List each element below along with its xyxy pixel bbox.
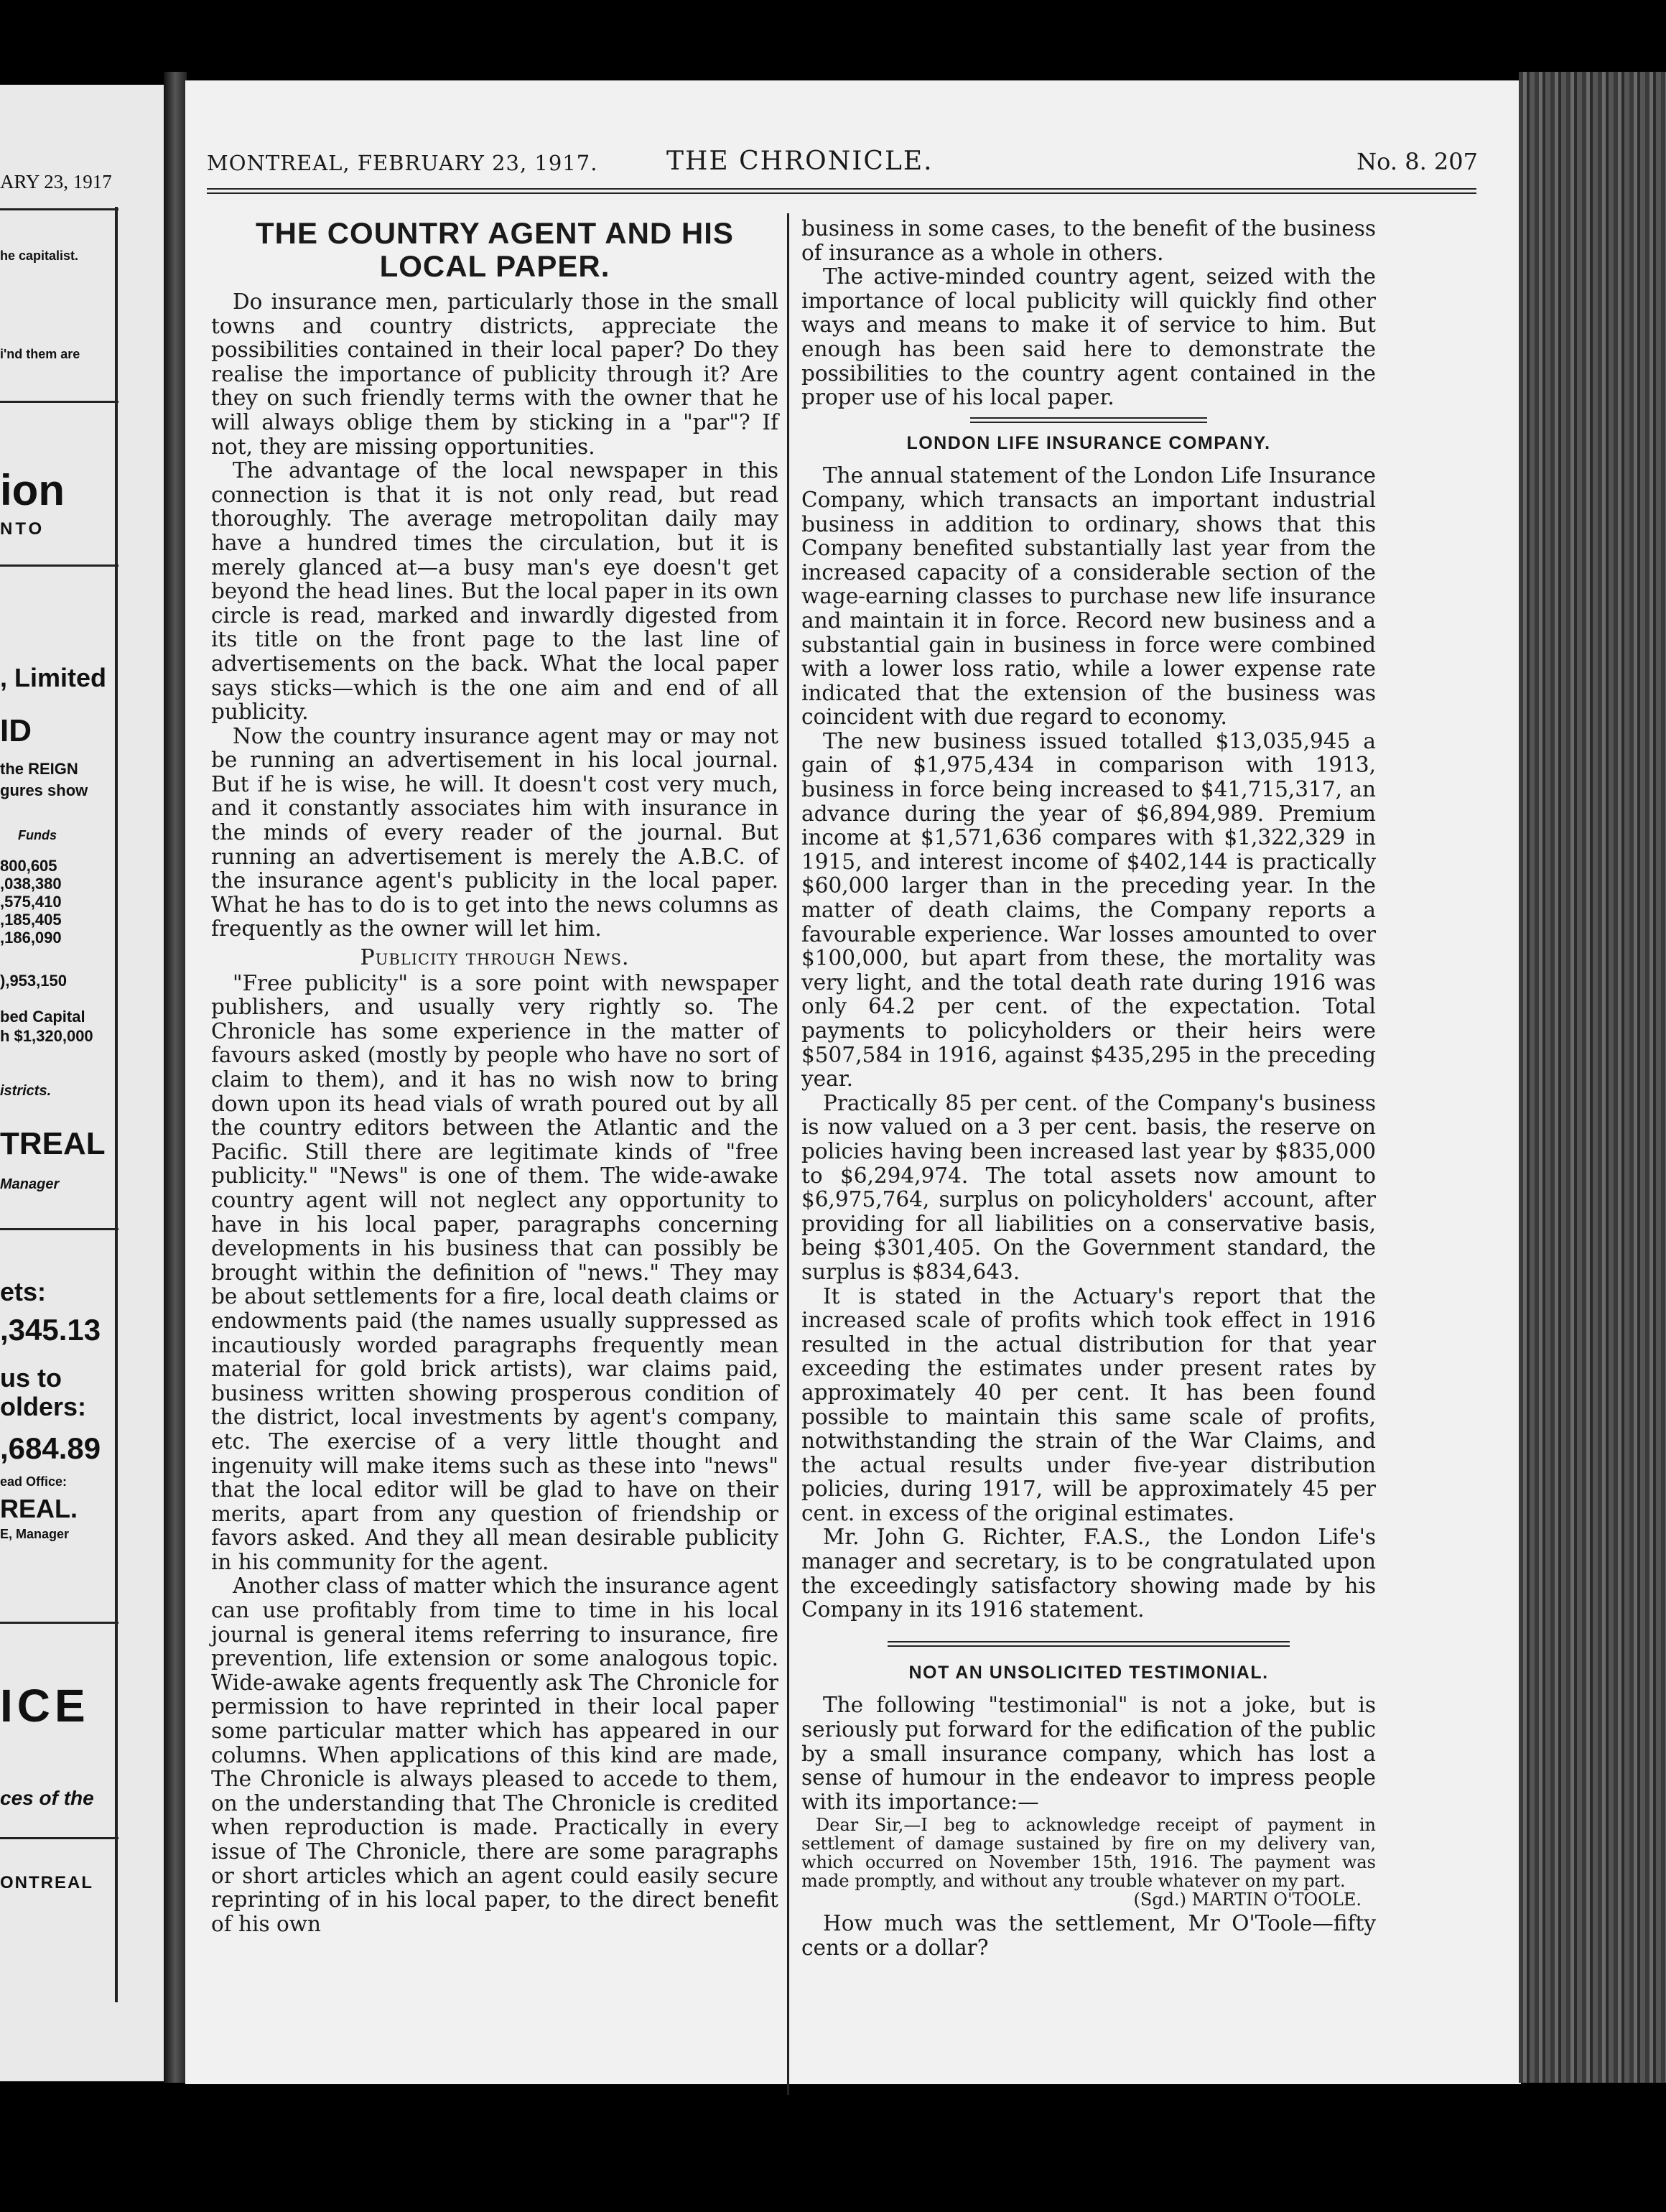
header-rule	[207, 188, 1476, 190]
column-left	[211, 217, 778, 1936]
left-fragment: olders:	[0, 1392, 87, 1421]
left-fragment: istricts.	[0, 1083, 52, 1099]
left-fragment: ets:	[0, 1277, 47, 1306]
left-fragment: Funds	[18, 828, 57, 842]
left-rule	[0, 1837, 118, 1839]
left-rule	[0, 208, 118, 210]
letter-signature: (Sgd.) MARTIN O'TOOLE.	[1133, 1890, 1362, 1910]
paragraph: The new business issued totalled $13,035,945 a gain of $1,975,434 in comparison with 1913, business in force being increased to $41,715,317, an advance during the year of $6,894,989. Premium income at $1,571,636 compares with $1,322,329 in 1915, and interest income of $402,144 is practically $60,000 larger than in the preceding year. In the matter of death claims, the Company reports a favourable experience. War losses amounted to over $100,000, but apart from these, the mortality was very light, and the total death rate during 1916 was only 64.2 per cent. of the expectation. Total payments to policyholders or their heirs were $507,584 in 1916, against $435,295 in the preceding year.	[801, 728, 1376, 1092]
left-fragment: Manager	[0, 1176, 60, 1192]
left-fragment: ),953,150	[0, 972, 67, 990]
paragraph: Do insurance men, particularly those in the small towns and country districts, appreciate the possibilities contained in their local paper? Do they realise the importance of publicity through it? Are they on such friendly terms with the owner that he will always oblige them by sticking in a "par"? If not, they are missing opportunities.	[211, 289, 778, 459]
paragraph: Another class of matter which the insurance agent can use profitably from time to time in his local journal is general items referring to insurance, fire prevention, life extension or some analogous topic. Wide-awake agents frequently ask The Chronicle for permission to have reprinted in their local paper some particular matter which has appeared in our columns. When applications of this kind are made, The Chronicle is always pleased to accede to them, on the understanding that The Chronicle is credited when reproduction is made. Practically in every issue of The Chronicle, there are some paragraphs or short articles which an agent could easily secure reprinting of in his local paper, to the direct benefit of his own	[211, 1574, 778, 1936]
column-right	[801, 217, 1376, 1961]
section-rule	[970, 417, 1207, 423]
left-fragment: i'nd them are	[0, 347, 80, 361]
left-fragment: ead Office:	[0, 1474, 68, 1489]
left-fragment: NTO	[0, 519, 45, 539]
left-fragment: ICE	[0, 1680, 90, 1732]
column-divider	[787, 213, 789, 2095]
left-fragment: 800,605	[0, 857, 57, 875]
letter-text: Dear Sir,—I beg to acknowledge receipt of payment in settlement of damage sustained by fire on my delivery van, which occurred on November 15th, 1916. The payment was made promptly, and without any trouble whatever on my part.	[801, 1815, 1376, 1892]
article-subhead: Publicity through News.	[360, 945, 630, 971]
paragraph: Now the country insurance agent may or may not be running an advertisement in his local journal. But if he is wise, he will. It doesn't cost very much, and it constantly associates him with insurance in the minds of every reader of the journal. But running an advertisement is merely the A.B.C. of the insurance agent's publicity in the local paper. What he has to do is to get into the news columns as frequently as the owner will let him.	[211, 723, 778, 942]
left-fragment: ,186,090	[0, 929, 62, 947]
left-fragment: ,684.89	[0, 1431, 101, 1465]
left-fragment: E, Manager	[0, 1527, 70, 1541]
left-fragment: REAL.	[0, 1494, 78, 1523]
left-rule	[0, 401, 118, 403]
left-fragment: ID	[0, 713, 32, 748]
paragraph: The following "testimonial" is not a joke, but is seriously put forward for the edification of the public by a small insurance company, which has lost a sense of humour in the endeavor to impress people with its importance:—	[801, 1693, 1376, 1814]
book-gutter	[164, 72, 187, 2083]
left-rule	[0, 1228, 118, 1230]
left-column-rule	[115, 207, 118, 2002]
left-fragment: ,345.13	[0, 1313, 101, 1347]
paragraph: The active-minded country agent, seized with the importance of local publicity will quickly find other ways and means to make it of service to him. But enough has been said here to demonstrate the possibilities to the country agent contained in the proper use of his local paper.	[801, 264, 1376, 410]
adjacent-page-fragment	[0, 85, 165, 2081]
header-rule	[207, 192, 1476, 194]
section-heading: LONDON LIFE INSURANCE COMPANY.	[906, 432, 1271, 453]
paragraph: "Free publicity" is a sore point with newspaper publishers, and usually very rightly so. The Chronicle has some experience in the matter of favours asked (mostly by people who have no sort of claim to them), and it has no wish now to bring down upon its head vials of wrath poured out by all the country editors between the Atlantic and the Pacific. Still there are legitimate kinds of "free publicity." "News" is one of them. The wide-awake country agent will not neglect any opportunity to have in his local paper, paragraphs concerning developments in his business that can possibly be brought within the definition of "news." They may be about settlements for a fire, local death claims or endowments paid (the names usually suppressed as incautiously worded paragraphs frequently mean material for gold brick artists), war claims paid, business written showing prosperous condition of the district, local investments by agent's company, etc. The exercise of a very little thought and ingenuity will make items such as these into "news" that the local editor will be glad to have on their merits, apart from any question of friendship or favors asked. And they all mean desirable publicity in his community for the agent.	[211, 970, 778, 1574]
book-spine-edge	[1519, 72, 1666, 2083]
paragraph: The annual statement of the London Life Insurance Company, which transacts an important industrial business in addition to ordinary, shows that this Company benefited substantially last year from the increased capacity of a considerable section of the wage-earning classes to purchase new life insurance and maintain it in force. Record new business and a substantial gain in business in force were combined with a lower loss ratio, while a lower expense rate indicated that the extension of the business was coincident with due regard to economy.	[801, 463, 1376, 730]
paragraph: How much was the settlement, Mr O'Toole—fifty cents or a dollar?	[801, 1911, 1376, 1960]
left-fragment: gures show	[0, 781, 88, 799]
running-header	[207, 144, 1478, 187]
left-fragment: bed Capital	[0, 1008, 85, 1026]
left-fragment: h $1,320,000	[0, 1027, 93, 1045]
paragraph: Practically 85 per cent. of the Company's business is now valued on a 3 per cent. basis, the reserve on policies having been increased last year by $835,000 to $6,294,974. The total assets now amount to $6,975,764, surplus on policyholders' account, after providing for all liabilities on a conservative basis, being $301,405. On the Government standard, the surplus is $834,643.	[801, 1090, 1376, 1284]
left-rule	[0, 564, 118, 567]
left-fragment: the REIGN	[0, 760, 78, 778]
left-fragment: ,185,405	[0, 911, 62, 929]
newspaper-page	[185, 80, 1521, 2084]
paragraph: It is stated in the Actuary's report that the increased scale of profits which took effect in 1916 resulted in the actual distribution for that year exceeding the estimates under present rates by approximately 40 per cent. It has been found possible to maintain this same scale of profits, notwithstanding the strain of the War Claims, and the actual results under five-year distribution policies, during 1917, will be approximately 45 per cent. in excess of the original estimates.	[801, 1283, 1376, 1525]
left-fragment: ONTREAL	[0, 1873, 93, 1892]
left-fragment: TREAL	[0, 1126, 106, 1161]
quoted-letter	[801, 1816, 1376, 1909]
left-fragment: us to	[0, 1363, 62, 1393]
header-page-number: No. 8. 207	[1356, 148, 1478, 175]
left-fragment: ,038,380	[0, 875, 62, 893]
paragraph: Mr. John G. Richter, F.A.S., the London Life's manager and secretary, is to be congratulated upon the exceedingly satisfactory showing made by his Company in its 1916 statement.	[801, 1525, 1376, 1622]
left-fragment: he capitalist.	[0, 248, 79, 263]
left-fragment: ARY 23, 1917	[0, 171, 112, 192]
left-fragment: ion	[0, 466, 65, 514]
header-title: THE CHRONICLE.	[666, 147, 934, 176]
left-fragment: , Limited	[0, 663, 107, 692]
paragraph: The advantage of the local newspaper in this connection is that it is not only read, but read thoroughly. The average metropolitan daily may have a hundred times the circulation, but it is merely glanced at—a busy man's eye doesn't get beyond the head lines. But the local paper in its own circle is read, marked and inwardly digested from its title on the front page to the last line of advertisements on the back. What the local paper says sticks—which is the one aim and end of all publicity.	[211, 458, 778, 725]
section-heading: NOT AN UNSOLICITED TESTIMONIAL.	[908, 1662, 1269, 1683]
header-date: MONTREAL, FEBRUARY 23, 1917.	[207, 151, 598, 175]
left-fragment: ,575,410	[0, 893, 62, 911]
left-fragment: ces of the	[0, 1787, 94, 1809]
paragraph: business in some cases, to the benefit of the business of insurance as a whole in others.	[801, 216, 1377, 265]
left-rule	[0, 1622, 118, 1624]
article-headline: THE COUNTRY AGENT AND HIS LOCAL PAPER.	[256, 216, 734, 283]
section-rule	[888, 1641, 1290, 1647]
